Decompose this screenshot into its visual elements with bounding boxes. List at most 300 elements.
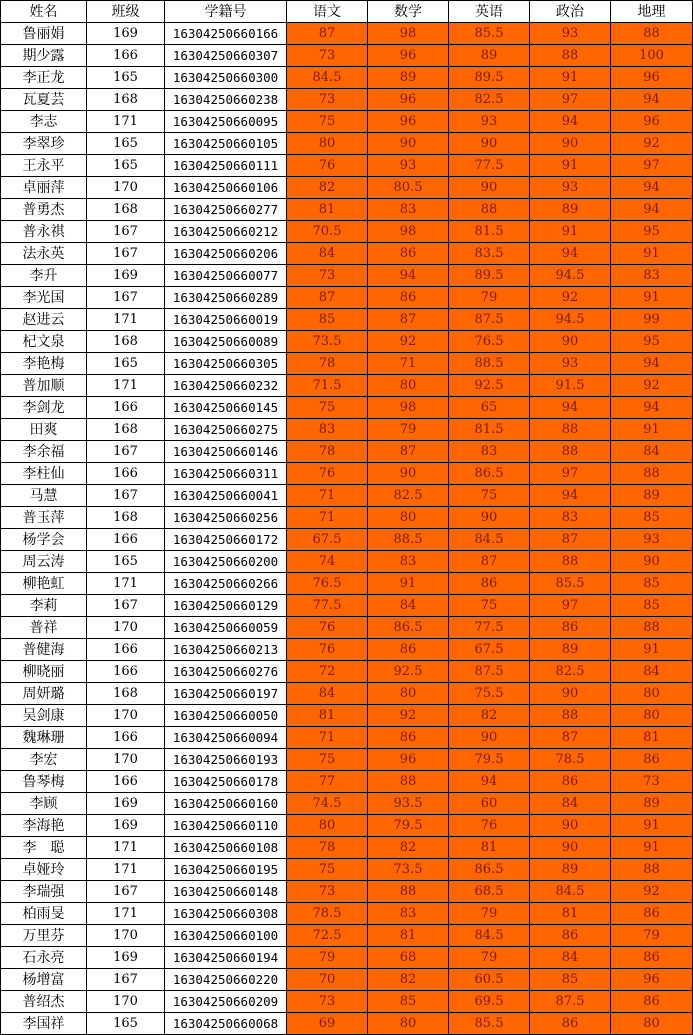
name-cell[interactable]: 李顾 (1, 793, 87, 815)
chinese-score-cell[interactable]: 69 (287, 1013, 368, 1035)
name-cell[interactable]: 杨增富 (1, 969, 87, 991)
header-politics[interactable]: 政治 (530, 1, 611, 23)
class-cell[interactable]: 165 (87, 1013, 165, 1035)
english-score-cell[interactable]: 89.5 (449, 265, 530, 287)
student-id-cell[interactable]: 16304250660193 (165, 749, 287, 771)
english-score-cell[interactable]: 81 (449, 837, 530, 859)
politics-score-cell[interactable]: 81 (530, 903, 611, 925)
student-id-cell[interactable]: 16304250660145 (165, 397, 287, 419)
name-cell[interactable]: 李志 (1, 111, 87, 133)
math-score-cell[interactable]: 90 (368, 133, 449, 155)
english-score-cell[interactable]: 75 (449, 485, 530, 507)
class-cell[interactable]: 171 (87, 309, 165, 331)
politics-score-cell[interactable]: 88 (530, 45, 611, 67)
chinese-score-cell[interactable]: 76 (287, 155, 368, 177)
student-id-cell[interactable]: 16304250660166 (165, 23, 287, 45)
politics-score-cell[interactable]: 89 (530, 859, 611, 881)
politics-score-cell[interactable]: 93 (530, 23, 611, 45)
chinese-score-cell[interactable]: 81 (287, 199, 368, 221)
english-score-cell[interactable]: 88 (449, 199, 530, 221)
student-id-cell[interactable]: 16304250660206 (165, 243, 287, 265)
chinese-score-cell[interactable]: 71 (287, 507, 368, 529)
name-cell[interactable]: 普健海 (1, 639, 87, 661)
english-score-cell[interactable]: 68.5 (449, 881, 530, 903)
english-score-cell[interactable]: 84.5 (449, 529, 530, 551)
geography-score-cell[interactable]: 89 (611, 485, 693, 507)
chinese-score-cell[interactable]: 87 (287, 287, 368, 309)
chinese-score-cell[interactable]: 79 (287, 947, 368, 969)
politics-score-cell[interactable]: 87.5 (530, 991, 611, 1013)
name-cell[interactable]: 魏琳珊 (1, 727, 87, 749)
geography-score-cell[interactable]: 92 (611, 375, 693, 397)
class-cell[interactable]: 167 (87, 881, 165, 903)
class-cell[interactable]: 170 (87, 749, 165, 771)
math-score-cell[interactable]: 83 (368, 551, 449, 573)
geography-score-cell[interactable]: 81 (611, 727, 693, 749)
chinese-score-cell[interactable]: 70.5 (287, 221, 368, 243)
class-cell[interactable]: 170 (87, 925, 165, 947)
geography-score-cell[interactable]: 73 (611, 771, 693, 793)
name-cell[interactable]: 普勇杰 (1, 199, 87, 221)
chinese-score-cell[interactable]: 67.5 (287, 529, 368, 551)
student-id-cell[interactable]: 16304250660194 (165, 947, 287, 969)
name-cell[interactable]: 鲁琴梅 (1, 771, 87, 793)
class-cell[interactable]: 170 (87, 177, 165, 199)
politics-score-cell[interactable]: 90 (530, 837, 611, 859)
geography-score-cell[interactable]: 90 (611, 551, 693, 573)
name-cell[interactable]: 周云涛 (1, 551, 87, 573)
geography-score-cell[interactable]: 94 (611, 353, 693, 375)
class-cell[interactable]: 171 (87, 903, 165, 925)
english-score-cell[interactable]: 75 (449, 595, 530, 617)
math-score-cell[interactable]: 86 (368, 243, 449, 265)
class-cell[interactable]: 170 (87, 705, 165, 727)
politics-score-cell[interactable]: 94 (530, 485, 611, 507)
politics-score-cell[interactable]: 94 (530, 243, 611, 265)
politics-score-cell[interactable]: 86 (530, 771, 611, 793)
math-score-cell[interactable]: 68 (368, 947, 449, 969)
chinese-score-cell[interactable]: 82 (287, 177, 368, 199)
student-id-cell[interactable]: 16304250660220 (165, 969, 287, 991)
class-cell[interactable]: 171 (87, 573, 165, 595)
class-cell[interactable]: 169 (87, 815, 165, 837)
name-cell[interactable]: 李柱仙 (1, 463, 87, 485)
name-cell[interactable]: 赵进云 (1, 309, 87, 331)
class-cell[interactable]: 168 (87, 331, 165, 353)
student-id-cell[interactable]: 16304250660068 (165, 1013, 287, 1035)
politics-score-cell[interactable]: 86 (530, 925, 611, 947)
chinese-score-cell[interactable]: 73.5 (287, 331, 368, 353)
chinese-score-cell[interactable]: 78 (287, 353, 368, 375)
geography-score-cell[interactable]: 91 (611, 815, 693, 837)
class-cell[interactable]: 165 (87, 133, 165, 155)
geography-score-cell[interactable]: 88 (611, 23, 693, 45)
math-score-cell[interactable]: 92.5 (368, 661, 449, 683)
math-score-cell[interactable]: 91 (368, 573, 449, 595)
class-cell[interactable]: 166 (87, 771, 165, 793)
math-score-cell[interactable]: 81 (368, 925, 449, 947)
class-cell[interactable]: 171 (87, 859, 165, 881)
politics-score-cell[interactable]: 86 (530, 617, 611, 639)
name-cell[interactable]: 李升 (1, 265, 87, 287)
class-cell[interactable]: 166 (87, 639, 165, 661)
name-cell[interactable]: 瓦夏芸 (1, 89, 87, 111)
math-score-cell[interactable]: 96 (368, 89, 449, 111)
chinese-score-cell[interactable]: 84 (287, 683, 368, 705)
class-cell[interactable]: 169 (87, 23, 165, 45)
class-cell[interactable]: 171 (87, 837, 165, 859)
chinese-score-cell[interactable]: 75 (287, 111, 368, 133)
name-cell[interactable]: 李宏 (1, 749, 87, 771)
name-cell[interactable]: 柳艳虹 (1, 573, 87, 595)
student-id-cell[interactable]: 16304250660110 (165, 815, 287, 837)
geography-score-cell[interactable]: 91 (611, 837, 693, 859)
student-id-cell[interactable]: 16304250660041 (165, 485, 287, 507)
math-score-cell[interactable]: 98 (368, 397, 449, 419)
math-score-cell[interactable]: 94 (368, 265, 449, 287)
english-score-cell[interactable]: 69.5 (449, 991, 530, 1013)
chinese-score-cell[interactable]: 73 (287, 881, 368, 903)
geography-score-cell[interactable]: 96 (611, 111, 693, 133)
english-score-cell[interactable]: 77.5 (449, 155, 530, 177)
student-id-cell[interactable]: 16304250660172 (165, 529, 287, 551)
english-score-cell[interactable]: 89 (449, 45, 530, 67)
geography-score-cell[interactable]: 94 (611, 397, 693, 419)
geography-score-cell[interactable]: 85 (611, 507, 693, 529)
class-cell[interactable]: 169 (87, 793, 165, 815)
class-cell[interactable]: 168 (87, 89, 165, 111)
class-cell[interactable]: 170 (87, 617, 165, 639)
class-cell[interactable]: 166 (87, 727, 165, 749)
geography-score-cell[interactable]: 89 (611, 793, 693, 815)
name-cell[interactable]: 普绍杰 (1, 991, 87, 1013)
english-score-cell[interactable]: 79 (449, 903, 530, 925)
math-score-cell[interactable]: 83 (368, 903, 449, 925)
chinese-score-cell[interactable]: 78.5 (287, 903, 368, 925)
english-score-cell[interactable]: 82.5 (449, 89, 530, 111)
english-score-cell[interactable]: 86 (449, 573, 530, 595)
math-score-cell[interactable]: 88.5 (368, 529, 449, 551)
student-id-cell[interactable]: 16304250660105 (165, 133, 287, 155)
chinese-score-cell[interactable]: 76 (287, 463, 368, 485)
politics-score-cell[interactable]: 85 (530, 969, 611, 991)
politics-score-cell[interactable]: 94.5 (530, 309, 611, 331)
student-id-cell[interactable]: 16304250660019 (165, 309, 287, 331)
class-cell[interactable]: 166 (87, 661, 165, 683)
politics-score-cell[interactable]: 88 (530, 705, 611, 727)
math-score-cell[interactable]: 83 (368, 199, 449, 221)
politics-score-cell[interactable]: 86 (530, 1013, 611, 1035)
name-cell[interactable]: 李国祥 (1, 1013, 87, 1035)
student-id-cell[interactable]: 16304250660277 (165, 199, 287, 221)
math-score-cell[interactable]: 79.5 (368, 815, 449, 837)
name-cell[interactable]: 鲁丽娟 (1, 23, 87, 45)
name-cell[interactable]: 普祥 (1, 617, 87, 639)
math-score-cell[interactable]: 86 (368, 727, 449, 749)
student-id-cell[interactable]: 16304250660200 (165, 551, 287, 573)
geography-score-cell[interactable]: 96 (611, 67, 693, 89)
math-score-cell[interactable]: 82.5 (368, 485, 449, 507)
english-score-cell[interactable]: 86.5 (449, 859, 530, 881)
english-score-cell[interactable]: 79 (449, 287, 530, 309)
student-id-cell[interactable]: 16304250660106 (165, 177, 287, 199)
name-cell[interactable]: 普永祺 (1, 221, 87, 243)
class-cell[interactable]: 167 (87, 485, 165, 507)
class-cell[interactable]: 167 (87, 441, 165, 463)
name-cell[interactable]: 吴剑康 (1, 705, 87, 727)
math-score-cell[interactable]: 80 (368, 683, 449, 705)
class-cell[interactable]: 167 (87, 287, 165, 309)
class-cell[interactable]: 167 (87, 595, 165, 617)
math-score-cell[interactable]: 71 (368, 353, 449, 375)
english-score-cell[interactable]: 93 (449, 111, 530, 133)
math-score-cell[interactable]: 96 (368, 45, 449, 67)
geography-score-cell[interactable]: 84 (611, 661, 693, 683)
english-score-cell[interactable]: 76 (449, 815, 530, 837)
student-id-cell[interactable]: 16304250660209 (165, 991, 287, 1013)
politics-score-cell[interactable]: 97 (530, 89, 611, 111)
geography-score-cell[interactable]: 97 (611, 155, 693, 177)
geography-score-cell[interactable]: 99 (611, 309, 693, 331)
geography-score-cell[interactable]: 80 (611, 705, 693, 727)
name-cell[interactable]: 李光国 (1, 287, 87, 309)
student-id-cell[interactable]: 16304250660148 (165, 881, 287, 903)
english-score-cell[interactable]: 86.5 (449, 463, 530, 485)
name-cell[interactable]: 柳晓丽 (1, 661, 87, 683)
name-cell[interactable]: 李正龙 (1, 67, 87, 89)
politics-score-cell[interactable]: 94 (530, 111, 611, 133)
chinese-score-cell[interactable]: 71 (287, 485, 368, 507)
math-score-cell[interactable]: 85 (368, 991, 449, 1013)
class-cell[interactable]: 166 (87, 529, 165, 551)
class-cell[interactable]: 171 (87, 111, 165, 133)
english-score-cell[interactable]: 92.5 (449, 375, 530, 397)
politics-score-cell[interactable]: 93 (530, 353, 611, 375)
name-cell[interactable]: 李艳梅 (1, 353, 87, 375)
politics-score-cell[interactable]: 97 (530, 463, 611, 485)
chinese-score-cell[interactable]: 77.5 (287, 595, 368, 617)
politics-score-cell[interactable]: 88 (530, 551, 611, 573)
class-cell[interactable]: 167 (87, 243, 165, 265)
class-cell[interactable]: 167 (87, 221, 165, 243)
chinese-score-cell[interactable]: 75 (287, 397, 368, 419)
header-english[interactable]: 英语 (449, 1, 530, 23)
chinese-score-cell[interactable]: 87 (287, 23, 368, 45)
geography-score-cell[interactable]: 91 (611, 243, 693, 265)
math-score-cell[interactable]: 89 (368, 67, 449, 89)
class-cell[interactable]: 170 (87, 991, 165, 1013)
politics-score-cell[interactable]: 91 (530, 155, 611, 177)
english-score-cell[interactable]: 65 (449, 397, 530, 419)
class-cell[interactable]: 168 (87, 507, 165, 529)
english-score-cell[interactable]: 90 (449, 133, 530, 155)
politics-score-cell[interactable]: 91 (530, 221, 611, 243)
class-cell[interactable]: 165 (87, 551, 165, 573)
geography-score-cell[interactable]: 96 (611, 969, 693, 991)
math-score-cell[interactable]: 86 (368, 287, 449, 309)
class-cell[interactable]: 168 (87, 419, 165, 441)
math-score-cell[interactable]: 82 (368, 837, 449, 859)
class-cell[interactable]: 168 (87, 199, 165, 221)
student-id-cell[interactable]: 16304250660300 (165, 67, 287, 89)
name-cell[interactable]: 期少露 (1, 45, 87, 67)
english-score-cell[interactable]: 90 (449, 727, 530, 749)
english-score-cell[interactable]: 84.5 (449, 925, 530, 947)
student-id-cell[interactable]: 16304250660094 (165, 727, 287, 749)
chinese-score-cell[interactable]: 83 (287, 419, 368, 441)
politics-score-cell[interactable]: 89 (530, 199, 611, 221)
english-score-cell[interactable]: 77.5 (449, 617, 530, 639)
geography-score-cell[interactable]: 80 (611, 683, 693, 705)
math-score-cell[interactable]: 73.5 (368, 859, 449, 881)
geography-score-cell[interactable]: 93 (611, 529, 693, 551)
header-math[interactable]: 数学 (368, 1, 449, 23)
math-score-cell[interactable]: 80 (368, 1013, 449, 1035)
geography-score-cell[interactable]: 92 (611, 881, 693, 903)
student-id-cell[interactable]: 16304250660213 (165, 639, 287, 661)
chinese-score-cell[interactable]: 76 (287, 617, 368, 639)
math-score-cell[interactable]: 80 (368, 507, 449, 529)
student-id-cell[interactable]: 16304250660146 (165, 441, 287, 463)
politics-score-cell[interactable]: 92 (530, 287, 611, 309)
english-score-cell[interactable]: 87.5 (449, 661, 530, 683)
name-cell[interactable]: 普加顺 (1, 375, 87, 397)
english-score-cell[interactable]: 94 (449, 771, 530, 793)
geography-score-cell[interactable]: 91 (611, 419, 693, 441)
english-score-cell[interactable]: 85.5 (449, 1013, 530, 1035)
english-score-cell[interactable]: 87.5 (449, 309, 530, 331)
name-cell[interactable]: 李海艳 (1, 815, 87, 837)
english-score-cell[interactable]: 81.5 (449, 419, 530, 441)
politics-score-cell[interactable]: 90 (530, 815, 611, 837)
politics-score-cell[interactable]: 83 (530, 507, 611, 529)
english-score-cell[interactable]: 60.5 (449, 969, 530, 991)
politics-score-cell[interactable]: 84.5 (530, 881, 611, 903)
geography-score-cell[interactable]: 95 (611, 221, 693, 243)
geography-score-cell[interactable]: 85 (611, 573, 693, 595)
geography-score-cell[interactable]: 95 (611, 331, 693, 353)
geography-score-cell[interactable]: 86 (611, 947, 693, 969)
math-score-cell[interactable]: 88 (368, 881, 449, 903)
geography-score-cell[interactable]: 86 (611, 903, 693, 925)
politics-score-cell[interactable]: 84 (530, 947, 611, 969)
chinese-score-cell[interactable]: 72 (287, 661, 368, 683)
math-score-cell[interactable]: 84 (368, 595, 449, 617)
geography-score-cell[interactable]: 80 (611, 1013, 693, 1035)
english-score-cell[interactable]: 89.5 (449, 67, 530, 89)
class-cell[interactable]: 166 (87, 397, 165, 419)
geography-score-cell[interactable]: 91 (611, 287, 693, 309)
student-id-cell[interactable]: 16304250660195 (165, 859, 287, 881)
student-id-cell[interactable]: 16304250660308 (165, 903, 287, 925)
politics-score-cell[interactable]: 85.5 (530, 573, 611, 595)
class-cell[interactable]: 165 (87, 353, 165, 375)
chinese-score-cell[interactable]: 78 (287, 837, 368, 859)
chinese-score-cell[interactable]: 75 (287, 749, 368, 771)
chinese-score-cell[interactable]: 77 (287, 771, 368, 793)
student-id-cell[interactable]: 16304250660050 (165, 705, 287, 727)
geography-score-cell[interactable]: 94 (611, 89, 693, 111)
politics-score-cell[interactable]: 88 (530, 441, 611, 463)
math-score-cell[interactable]: 98 (368, 23, 449, 45)
math-score-cell[interactable]: 96 (368, 111, 449, 133)
math-score-cell[interactable]: 98 (368, 221, 449, 243)
name-cell[interactable]: 马慧 (1, 485, 87, 507)
english-score-cell[interactable]: 75.5 (449, 683, 530, 705)
politics-score-cell[interactable]: 78.5 (530, 749, 611, 771)
chinese-score-cell[interactable]: 75 (287, 859, 368, 881)
english-score-cell[interactable]: 85.5 (449, 23, 530, 45)
politics-score-cell[interactable]: 91 (530, 67, 611, 89)
name-cell[interactable]: 法永英 (1, 243, 87, 265)
english-score-cell[interactable]: 79.5 (449, 749, 530, 771)
chinese-score-cell[interactable]: 71.5 (287, 375, 368, 397)
student-id-cell[interactable]: 16304250660311 (165, 463, 287, 485)
math-score-cell[interactable]: 93.5 (368, 793, 449, 815)
geography-score-cell[interactable]: 100 (611, 45, 693, 67)
geography-score-cell[interactable]: 88 (611, 617, 693, 639)
geography-score-cell[interactable]: 88 (611, 463, 693, 485)
politics-score-cell[interactable]: 91.5 (530, 375, 611, 397)
politics-score-cell[interactable]: 89 (530, 639, 611, 661)
student-id-cell[interactable]: 16304250660275 (165, 419, 287, 441)
politics-score-cell[interactable]: 93 (530, 177, 611, 199)
english-score-cell[interactable]: 87 (449, 551, 530, 573)
politics-score-cell[interactable]: 94.5 (530, 265, 611, 287)
english-score-cell[interactable]: 83 (449, 441, 530, 463)
math-score-cell[interactable]: 79 (368, 419, 449, 441)
geography-score-cell[interactable]: 88 (611, 859, 693, 881)
class-cell[interactable]: 165 (87, 155, 165, 177)
geography-score-cell[interactable]: 86 (611, 749, 693, 771)
name-cell[interactable]: 杞文泉 (1, 331, 87, 353)
name-cell[interactable]: 田爽 (1, 419, 87, 441)
student-id-cell[interactable]: 16304250660178 (165, 771, 287, 793)
math-score-cell[interactable]: 93 (368, 155, 449, 177)
math-score-cell[interactable]: 86 (368, 639, 449, 661)
student-id-cell[interactable]: 16304250660160 (165, 793, 287, 815)
chinese-score-cell[interactable]: 73 (287, 45, 368, 67)
geography-score-cell[interactable]: 94 (611, 199, 693, 221)
student-id-cell[interactable]: 16304250660095 (165, 111, 287, 133)
geography-score-cell[interactable]: 91 (611, 639, 693, 661)
math-score-cell[interactable]: 87 (368, 441, 449, 463)
politics-score-cell[interactable]: 90 (530, 331, 611, 353)
english-score-cell[interactable]: 60 (449, 793, 530, 815)
english-score-cell[interactable]: 67.5 (449, 639, 530, 661)
student-id-cell[interactable]: 16304250660077 (165, 265, 287, 287)
politics-score-cell[interactable]: 94 (530, 397, 611, 419)
chinese-score-cell[interactable]: 76 (287, 639, 368, 661)
chinese-score-cell[interactable]: 76.5 (287, 573, 368, 595)
english-score-cell[interactable]: 81.5 (449, 221, 530, 243)
student-id-cell[interactable]: 16304250660266 (165, 573, 287, 595)
student-id-cell[interactable]: 16304250660089 (165, 331, 287, 353)
student-id-cell[interactable]: 16304250660307 (165, 45, 287, 67)
name-cell[interactable]: 卓娅玲 (1, 859, 87, 881)
math-score-cell[interactable]: 96 (368, 749, 449, 771)
math-score-cell[interactable]: 80 (368, 375, 449, 397)
math-score-cell[interactable]: 86.5 (368, 617, 449, 639)
politics-score-cell[interactable]: 84 (530, 793, 611, 815)
class-cell[interactable]: 168 (87, 683, 165, 705)
politics-score-cell[interactable]: 87 (530, 529, 611, 551)
politics-score-cell[interactable]: 97 (530, 595, 611, 617)
header-chinese[interactable]: 语文 (287, 1, 368, 23)
chinese-score-cell[interactable]: 80 (287, 815, 368, 837)
geography-score-cell[interactable]: 94 (611, 177, 693, 199)
english-score-cell[interactable]: 83.5 (449, 243, 530, 265)
